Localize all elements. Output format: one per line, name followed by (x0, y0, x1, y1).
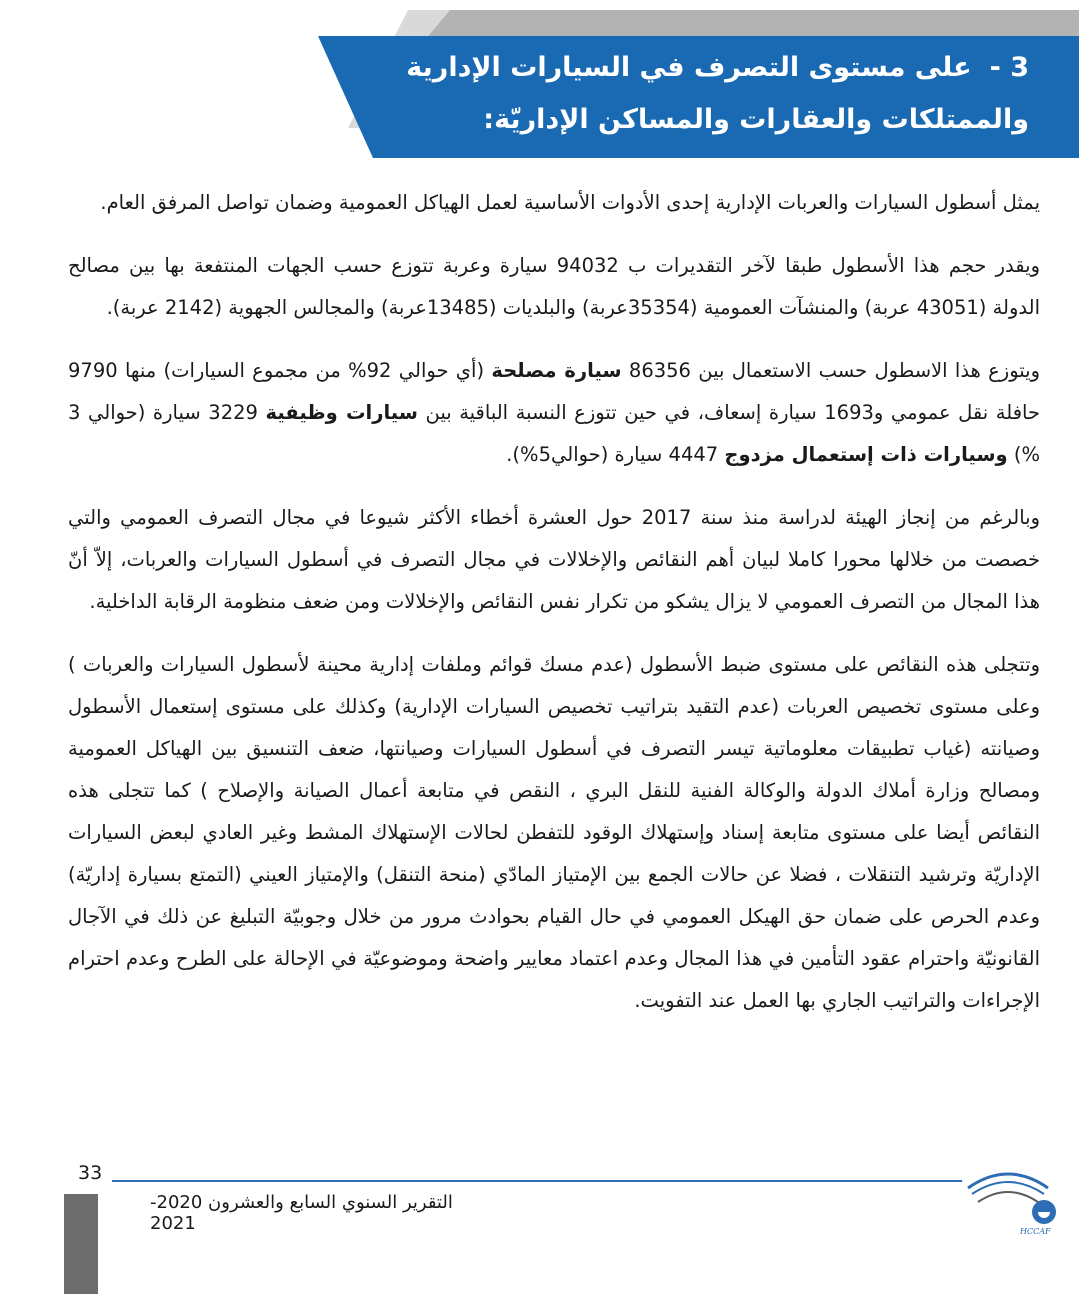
p3-bold-service-cars: سيارة مصلحة (491, 359, 622, 382)
report-title: التقرير السنوي السابع والعشرون 2020-2021 (150, 1192, 453, 1234)
footer-gray-bar (64, 1194, 98, 1294)
section-number: 3 - (989, 52, 1029, 83)
paragraph-1: يمثل أسطول السيارات والعربات الإدارية إحدى الأدوات الأساسية لعمل الهياكل العمومية وضمان تواصل المرفق العام. (100, 191, 1040, 214)
paragraph-2: ويقدر حجم هذا الأسطول طبقا لآخر التقديرات ب 94032 سيارة وعربة تتوزع حسب الجهات المنتفعة بها بين مصالح الدولة (43051 عربة) والمنشآت العمومية (35354عربة) والبلديات (13485عربة) والمجالس الجهوية (2142 عربة). (68, 254, 1040, 319)
organization-logo-icon (958, 1160, 1058, 1240)
paragraph-4: وبالرغم من إنجاز الهيئة لدراسة منذ سنة 2017 حول العشرة أخطاء الأكثر شيوعا في مجال التصرف العمومي والتي خصصت من خلالها محورا كاملا لبيان أهم النقائص والإخلالات في مجال التصرف في أسطول السيارات والعربات، إلاّ أنّ هذا المجال من التصرف العمومي لا يزال يشكو من تكرار نفس النقائص والإخلالات ومن ضعف منظومة الرقابة الداخلية. (68, 506, 1041, 613)
body-text (68, 182, 1040, 1043)
p3-bold-dual-use-cars: وسيارات ذات إستعمال مزدوج (724, 443, 1008, 466)
p3-text-a: ويتوزع هذا الاسطول حسب الاستعمال بين 86356 (621, 359, 1040, 382)
p3-bold-function-cars: سيارات وظيفية (265, 401, 418, 424)
p3-text-e: 3229 سيارة (حوالي 3 %) (68, 401, 1040, 466)
footer-divider (112, 1180, 962, 1182)
logo-text: HCCAF (1020, 1227, 1051, 1236)
paragraph-3 (68, 350, 1040, 476)
p3-text-g: 4447 سيارة (حوالي5%). (506, 443, 725, 466)
page-number: 33 (78, 1162, 103, 1184)
section-title-text1: على مستوى التصرف في السيارات الإدارية (406, 52, 972, 83)
paragraph-5: وتتجلى هذه النقائص على مستوى ضبط الأسطول (عدم مسك قوائم وملفات إدارية محينة لأسطول السيارات والعربات ) وعلى مستوى تخصيص العربات (عدم التقيد بتراتيب تخصيص السيارات الإدارية) وكذلك على مستوى إستعمال الأسطول وصيانته (غياب تطبيقات معلوماتية تيسر التصرف في أسطول السيارات وصيانتها، ضعف التنسيق بين الهياكل العمومية ومصالح وزارة أملاك الدولة والوكالة الفنية للنقل البري ، النقص في متابعة أعمال الصيانة والإصلاح ) كما تتجلى هذه النقائص أيضا على مستوى متابعة إسناد وإستهلاك الوقود للتفطن لحالات الإستهلاك المشط وغير العادي لبعض السيارات الإداريّة وترشيد التنقلات ، فضلا عن حالات الجمع بين الإمتياز المادّي (منحة التنقل) والإمتياز العيني (التمتع بسيارة إداريّة) وعدم الحرص على ضمان حق الهيكل العمومي في حال القيام بحوادث مرور من خلال وجوبيّة التبليغ عن ذلك في الآجال القانونيّة واحترام عقود التأمين في هذا المجال وعدم اعتماد معايير واضحة وموضوعيّة في الإحالة على الطرح وعدم احترام الإجراءات والتراتيب الجاري بها العمل عند التفويت. (68, 653, 1040, 1012)
p3-text-c: (أي حوالي 92% من مجموع السيارات) منها 9790 حافلة نقل عمومي و1693 سيارة إسعاف، في حين تتوزع النسبة الباقية بين (68, 359, 1041, 424)
section-title-line2: والممتلكات والعقارات والمساكن الإداريّة: (483, 104, 1029, 135)
section-title-line1 (329, 42, 1029, 94)
section-title (329, 42, 1029, 146)
